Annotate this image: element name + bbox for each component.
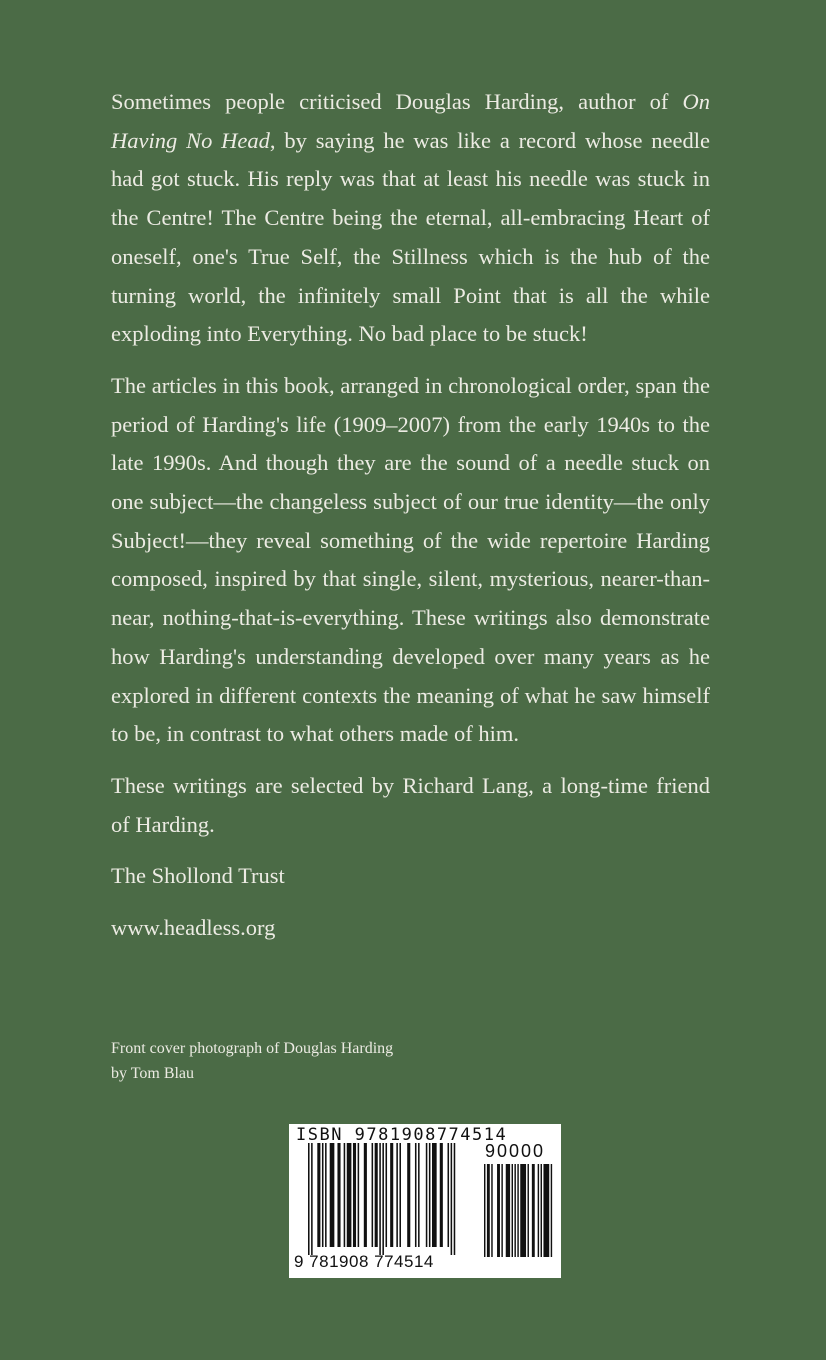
barcode-bar	[418, 1143, 420, 1247]
barcode-bar	[322, 1143, 324, 1247]
publisher-name: The Shollond Trust	[111, 863, 285, 889]
barcode-bar	[426, 1143, 428, 1247]
barcode-addon-bar	[538, 1164, 539, 1257]
barcode-bar	[347, 1143, 352, 1247]
price-code: 90000	[485, 1141, 546, 1161]
publisher-website: www.headless.org	[111, 915, 276, 941]
photo-credit-line-2: by Tom Blau	[111, 1065, 195, 1082]
barcode-addon-bar	[528, 1164, 529, 1257]
barcode-addon-bar	[541, 1164, 542, 1257]
barcode-bar	[390, 1143, 393, 1247]
barcode-bar	[325, 1143, 327, 1247]
barcode-bar	[330, 1143, 335, 1247]
barcode-bar	[454, 1143, 456, 1255]
barcode-digits: 9 781908 774514	[294, 1252, 434, 1271]
barcode-addon-bar	[491, 1164, 492, 1257]
barcode-bar	[308, 1143, 310, 1255]
book-title-on-having-no-head: On Having No Head	[111, 89, 710, 153]
barcode-bar	[344, 1143, 346, 1247]
isbn-label: ISBN 9781908774514	[296, 1125, 508, 1145]
barcode-bar	[375, 1143, 378, 1247]
barcode-bar	[429, 1143, 431, 1247]
barcode-bar	[415, 1143, 417, 1247]
barcode-bar	[337, 1143, 340, 1247]
barcode-bar	[382, 1143, 384, 1255]
barcode-bar	[372, 1143, 374, 1247]
barcode-bar	[432, 1143, 437, 1247]
isbn-barcode	[289, 1124, 561, 1278]
barcode-bar	[311, 1143, 313, 1255]
barcode-bar	[358, 1143, 360, 1247]
photo-credit	[111, 1036, 393, 1086]
barcode-bar	[353, 1143, 356, 1247]
blurb-p1-after: , by saying he was like a record whose needle had got stuck. His reply was that at least his needle was stuck in the Centre! The Centre being the eternal, all-embracing Heart of oneself, one's True Self, the Stillness which is the hub of the turning world, the infinitely small Point that is all the while exploding into Everything. No bad place to be stuck!	[111, 127, 710, 347]
blurb-p1-before: Sometimes people criticised Douglas Harding, author of	[111, 89, 683, 114]
barcode-bar	[396, 1143, 398, 1247]
barcode-addon-bar	[517, 1164, 518, 1257]
barcode-addon-bar	[543, 1164, 549, 1257]
barcode-bar	[448, 1143, 450, 1247]
barcode-addon-bar	[512, 1164, 513, 1257]
blurb-paragraph-3: These writings are selected by Richard Lang, a long-time friend of Harding.	[111, 772, 710, 837]
barcode-bar	[317, 1143, 320, 1247]
blurb-paragraph-2: The articles in this book, arranged in chronological order, span the period of Harding's life (1909–2007) from the early 1940s to the late 1990s. And though they are the sound of a needle stuck on one subject—the changeless subject of our true identity—the only Subject!—they reveal something of the wide repertoire Harding composed, inspired by that single, silent, mysterious, nearer-than-near, nothing-that-is-everything. These writings also demonstrate how Harding's understanding developed over many years as he explored in different contexts the meaning of what he saw himself to be, in contrast to what others made of him.	[111, 372, 710, 747]
barcode-addon-bar	[484, 1164, 485, 1257]
barcode-addon-bar	[497, 1164, 500, 1257]
barcode-bar	[379, 1143, 381, 1255]
barcode-bar	[386, 1143, 388, 1247]
barcode-bar	[407, 1143, 410, 1247]
barcode-addon-bar	[532, 1164, 535, 1257]
barcode-bar	[451, 1143, 453, 1255]
barcode-addon-bar	[551, 1164, 552, 1257]
barcode-bar	[399, 1143, 401, 1247]
barcode-addon-bar	[501, 1164, 502, 1257]
barcode-addon-bar	[520, 1164, 526, 1257]
barcode-addon-bar	[506, 1164, 510, 1257]
barcode-bar	[364, 1143, 367, 1247]
barcode-addon-bar	[514, 1164, 515, 1257]
blurb	[111, 83, 710, 961]
barcode-addon-bar	[487, 1164, 490, 1257]
photo-credit-line-1: Front cover photograph of Douglas Harding	[111, 1040, 394, 1057]
barcode-bar	[440, 1143, 443, 1247]
blurb-paragraph-1	[111, 83, 710, 354]
